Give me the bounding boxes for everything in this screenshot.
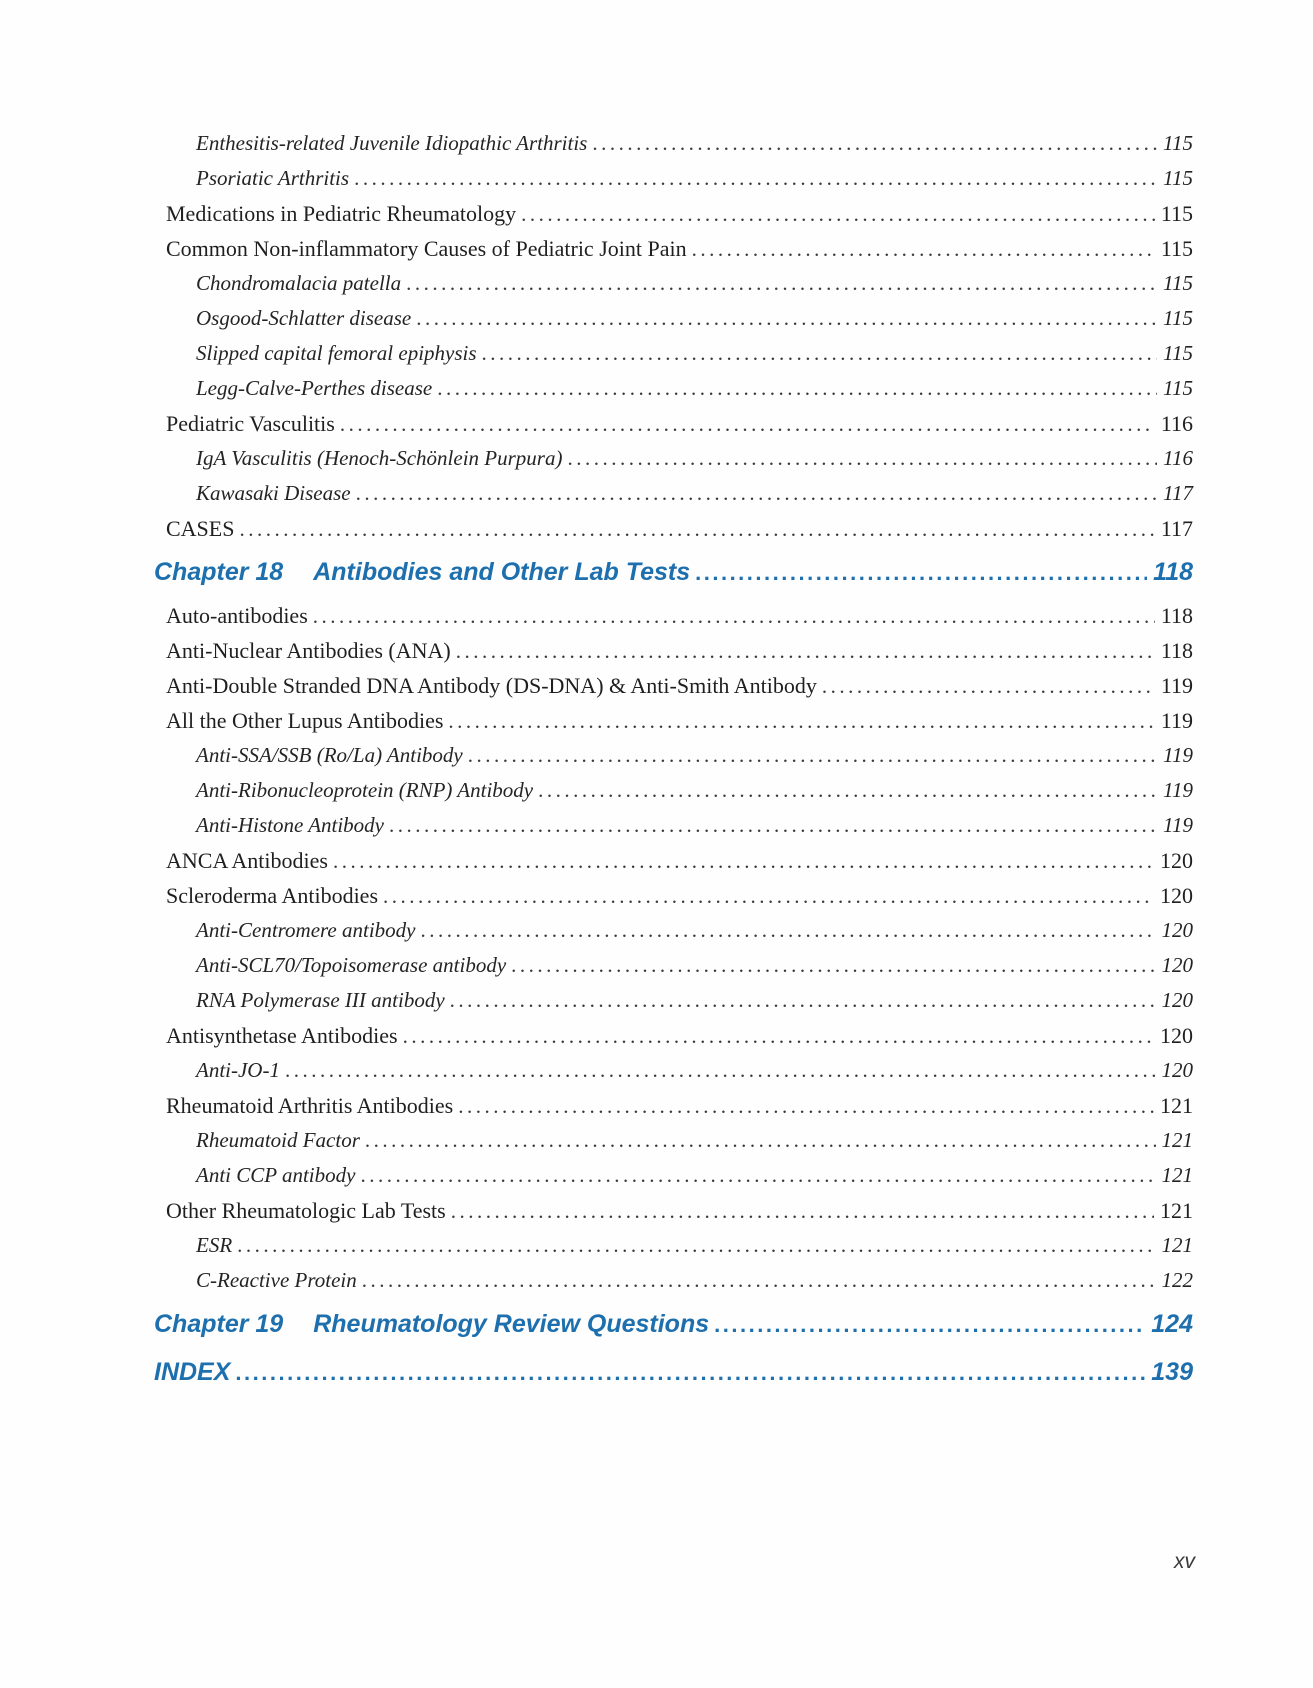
toc-entry-page: 121 — [1161, 1128, 1193, 1152]
dot-leader — [313, 598, 1155, 634]
toc-entry-page: 119 — [1163, 743, 1193, 767]
toc-entry-label: CASES — [166, 516, 235, 541]
toc-entry — [154, 948, 1193, 983]
toc-entry-label: Antibodies and Other Lab Tests — [313, 558, 691, 586]
toc-entry-label: Osgood-Schlatter disease — [196, 306, 412, 330]
dot-leader — [714, 1298, 1145, 1351]
toc-entry — [154, 1123, 1193, 1158]
dot-leader — [695, 546, 1147, 599]
toc-entry-page: 122 — [1161, 1268, 1193, 1292]
toc-entry-label: Other Rheumatologic Lab Tests — [166, 1198, 446, 1223]
toc-entry-page: 121 — [1160, 1198, 1193, 1223]
toc-entry-page: 120 — [1160, 883, 1193, 908]
toc-entry — [154, 738, 1193, 773]
dot-leader — [437, 371, 1157, 406]
toc-entry-label: Antisynthetase Antibodies — [166, 1023, 398, 1048]
toc-entry-label: Anti-Double Stranded DNA Antibody (DS-DNA) & Anti-Smith Antibody — [166, 673, 817, 698]
toc-entry — [154, 983, 1193, 1018]
toc-entry-label: Slipped capital femoral epiphysis — [196, 341, 477, 365]
toc-entry — [154, 301, 1193, 336]
toc-entry — [154, 1018, 1193, 1053]
toc-entry-label: Chondromalacia patella — [196, 271, 402, 295]
toc-entry-page: 115 — [1163, 376, 1193, 400]
dot-leader — [456, 633, 1155, 669]
toc-entry-label: Anti-Histone Antibody — [196, 813, 385, 837]
toc-entry — [154, 773, 1193, 808]
dot-leader — [421, 913, 1156, 948]
toc-entry-label: Scleroderma Antibodies — [166, 883, 379, 908]
dot-leader — [822, 668, 1155, 704]
folio-page-number: xv — [1174, 1550, 1195, 1573]
toc-entry — [154, 511, 1193, 546]
dot-leader — [365, 1123, 1156, 1158]
toc-entry-page: 117 — [1160, 516, 1193, 541]
toc-entry-label: Anti-Nuclear Antibodies (ANA) — [166, 638, 451, 663]
dot-leader — [235, 1350, 1145, 1395]
dot-leader — [521, 196, 1155, 232]
toc-entry-label: Legg-Calve-Perthes disease — [196, 376, 433, 400]
toc-entry-page: 121 — [1161, 1233, 1193, 1257]
toc-entry-page: 121 — [1161, 1163, 1193, 1187]
toc-entry-page: 119 — [1160, 673, 1193, 698]
dot-leader — [403, 1018, 1154, 1054]
toc-entry-page: 119 — [1160, 708, 1193, 733]
dot-leader — [692, 231, 1155, 267]
toc-entry-label: Medications in Pediatric Rheumatology — [166, 201, 517, 226]
toc-entry — [154, 808, 1193, 843]
toc-entry-label: IgA Vasculitis (Henoch-Schönlein Purpura) — [196, 446, 563, 470]
toc-entry — [154, 441, 1193, 476]
toc-entry-page: 116 — [1160, 411, 1193, 436]
toc-entry — [154, 633, 1193, 668]
dot-leader — [285, 1053, 1156, 1088]
toc-entry — [154, 546, 1193, 598]
toc-entry-page: 117 — [1163, 481, 1193, 505]
toc-entry-page: 139 — [1151, 1358, 1193, 1386]
toc-entry-page: 115 — [1163, 131, 1193, 155]
dot-leader — [354, 161, 1157, 196]
toc-list — [154, 126, 1193, 1394]
toc-entry — [154, 1088, 1193, 1123]
toc-entry-page: 115 — [1163, 271, 1193, 295]
toc-entry-label: Anti-Ribonucleoprotein (RNP) Antibody — [196, 778, 534, 802]
toc-entry-page: 116 — [1163, 446, 1193, 470]
toc-entry — [154, 878, 1193, 913]
toc-entry-label: ANCA Antibodies — [166, 848, 328, 873]
dot-leader — [450, 983, 1156, 1018]
toc-entry — [154, 1193, 1193, 1228]
toc-entry — [154, 371, 1193, 406]
toc-entry-label: Rheumatology Review Questions — [313, 1310, 710, 1338]
toc-entry-label: Rheumatoid Factor — [196, 1128, 360, 1152]
toc-entry — [154, 843, 1193, 878]
toc-entry-page: 115 — [1163, 341, 1193, 365]
toc-entry-label: Enthesitis-related Juvenile Idiopathic Arthritis — [196, 131, 588, 155]
toc-entry-page: 118 — [1160, 603, 1193, 628]
toc-entry — [154, 1158, 1193, 1193]
dot-leader — [448, 703, 1154, 739]
toc-entry — [154, 266, 1193, 301]
toc-entry-page: 120 — [1160, 1023, 1193, 1048]
toc-entry-label: Rheumatoid Arthritis Antibodies — [166, 1093, 454, 1118]
toc-entry — [154, 1228, 1193, 1263]
toc-entry-page: 120 — [1161, 918, 1193, 942]
toc-entry-page: 121 — [1160, 1093, 1193, 1118]
toc-entry-label: Psoriatic Arthritis — [196, 166, 350, 190]
toc-entry-page: 120 — [1160, 848, 1193, 873]
toc-entry — [154, 598, 1193, 633]
dot-leader — [468, 738, 1157, 773]
dot-leader — [592, 126, 1157, 161]
toc-entry — [154, 913, 1193, 948]
toc-entry-page: 115 — [1163, 166, 1193, 190]
toc-entry — [154, 126, 1193, 161]
toc-entry-page: 118 — [1160, 638, 1193, 663]
dot-leader — [239, 511, 1154, 547]
toc-entry-page: 115 — [1160, 201, 1193, 226]
toc-entry — [154, 336, 1193, 371]
toc-entry-label: Anti-SSA/SSB (Ro/La) Antibody — [196, 743, 463, 767]
toc-entry-page: 119 — [1163, 778, 1193, 802]
toc-entry — [154, 196, 1193, 231]
toc-entry-page: 115 — [1163, 306, 1193, 330]
toc-chapter-number: Chapter 19 — [154, 1310, 284, 1338]
toc-entry-page: 115 — [1160, 236, 1193, 261]
toc-chapter-number: Chapter 18 — [154, 558, 284, 586]
dot-leader — [362, 1263, 1156, 1298]
dot-leader — [383, 878, 1154, 914]
toc-entry — [154, 1298, 1193, 1350]
toc-entry-label: Anti-SCL70/Topoisomerase antibody — [196, 953, 507, 977]
dot-leader — [451, 1193, 1154, 1229]
dot-leader — [406, 266, 1157, 301]
dot-leader — [356, 476, 1157, 511]
toc-entry — [154, 668, 1193, 703]
toc-entry-label: C-Reactive Protein — [196, 1268, 357, 1292]
dot-leader — [333, 843, 1154, 879]
toc-entry — [154, 406, 1193, 441]
toc-entry-label: All the Other Lupus Antibodies — [166, 708, 444, 733]
toc-entry — [154, 231, 1193, 266]
dot-leader — [538, 773, 1157, 808]
dot-leader — [511, 948, 1155, 983]
toc-entry — [154, 1263, 1193, 1298]
dot-leader — [360, 1158, 1155, 1193]
toc-entry-page: 124 — [1151, 1310, 1193, 1338]
toc-entry-label: Pediatric Vasculitis — [166, 411, 335, 436]
toc-entry-label: Auto-antibodies — [166, 603, 308, 628]
toc-entry-label: Kawasaki Disease — [196, 481, 351, 505]
toc-entry — [154, 1350, 1193, 1394]
toc-entry-label: INDEX — [154, 1358, 231, 1386]
toc-entry-page: 119 — [1163, 813, 1193, 837]
dot-leader — [458, 1088, 1154, 1124]
dot-leader — [237, 1228, 1155, 1263]
dot-leader — [340, 406, 1155, 442]
toc-entry-label: Common Non-inflammatory Causes of Pediatric Joint Pain — [166, 236, 687, 261]
toc-entry-label: RNA Polymerase III antibody — [196, 988, 445, 1012]
toc-entry-page: 120 — [1161, 953, 1193, 977]
toc-entry-page: 118 — [1153, 558, 1193, 586]
toc-entry — [154, 161, 1193, 196]
toc-entry-label: Anti-JO-1 — [196, 1058, 280, 1082]
toc-entry — [154, 1053, 1193, 1088]
toc-entry-page: 120 — [1161, 988, 1193, 1012]
toc-entry-label: Anti CCP antibody — [196, 1163, 356, 1187]
toc-entry — [154, 703, 1193, 738]
toc-entry-label: ESR — [196, 1233, 233, 1257]
dot-leader — [389, 808, 1157, 843]
toc-entry-label: Anti-Centromere antibody — [196, 918, 416, 942]
dot-leader — [567, 441, 1157, 476]
dot-leader — [416, 301, 1157, 336]
dot-leader — [482, 336, 1158, 371]
toc-entry-page: 120 — [1161, 1058, 1193, 1082]
toc-entry — [154, 476, 1193, 511]
